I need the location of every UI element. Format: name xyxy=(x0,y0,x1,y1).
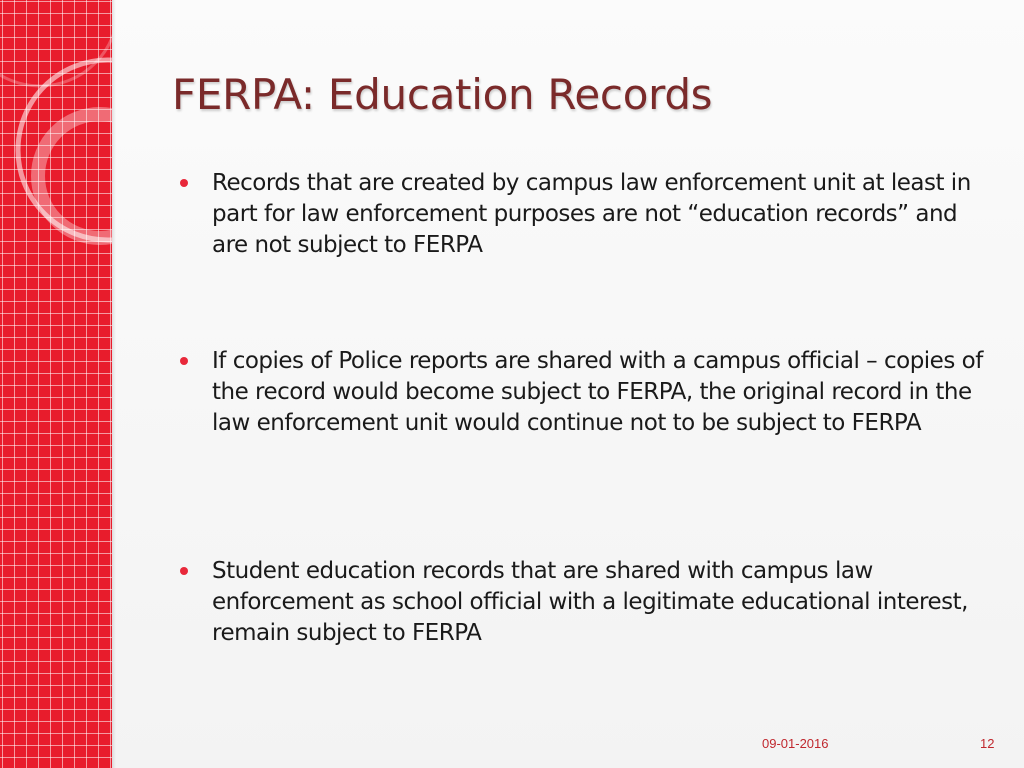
band-shadow xyxy=(112,0,116,768)
bullet-dot-icon xyxy=(180,567,188,575)
decorative-side-band xyxy=(0,0,112,768)
bullet-item xyxy=(180,168,990,261)
bullet-text: Student education records that are shared with campus law enforcement as school official with a legitimate educational interest, remain subject to FERPA xyxy=(212,558,968,646)
bullet-text: Records that are created by campus law enforcement unit at least in part for law enforcement purposes are not “education records” and are not subject to FERPA xyxy=(212,170,971,258)
footer-date: 09-01-2016 xyxy=(762,736,829,751)
footer-page-number: 12 xyxy=(980,736,995,751)
bullet-text: If copies of Police reports are shared with a campus official – copies of the record would become subject to FERPA, the original record in the law enforcement unit would continue not to be subject to FERPA xyxy=(212,348,983,436)
bullet-dot-icon xyxy=(180,179,188,187)
slide-title: FERPA: Education Records xyxy=(172,70,713,119)
bullet-item xyxy=(180,556,990,649)
decorative-rings xyxy=(0,0,112,768)
bullet-dot-icon xyxy=(180,357,188,365)
bullet-item xyxy=(180,346,990,439)
